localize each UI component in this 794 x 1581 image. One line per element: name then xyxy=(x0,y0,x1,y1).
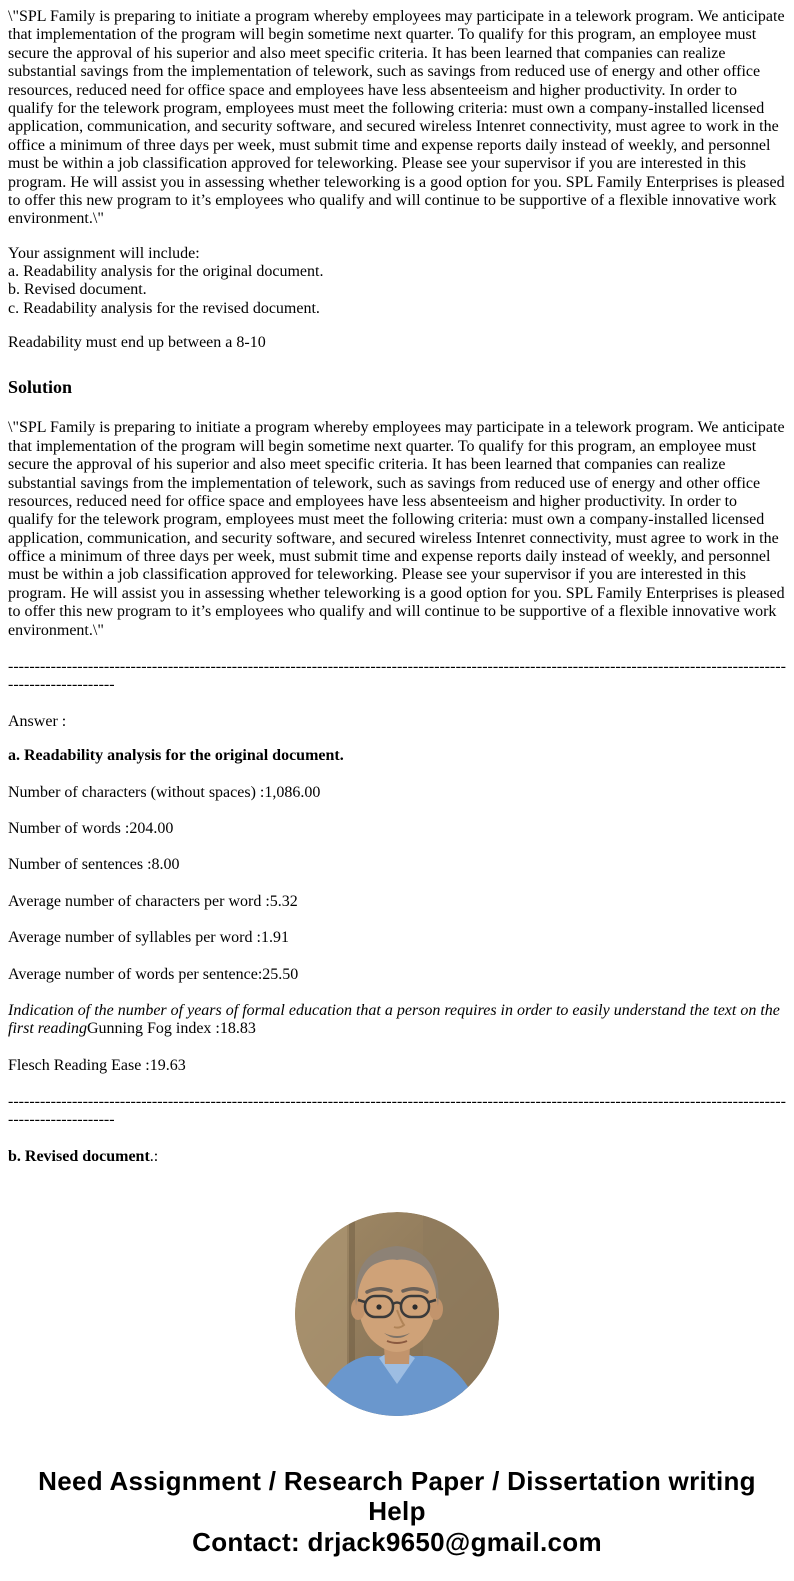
section-b-heading-tail: .: xyxy=(149,1147,159,1165)
assignment-item-a: a. Readability analysis for the original document. xyxy=(8,263,324,281)
stat-value: 5.32 xyxy=(269,892,298,910)
stat-label: Average number of characters per word : xyxy=(8,892,270,910)
section-a-heading: a. Readability analysis for the original document. xyxy=(8,747,344,765)
readability-note: Readability must end up between a 8-10 xyxy=(8,334,266,352)
assignment-list xyxy=(8,245,786,319)
stat-row-words xyxy=(8,820,786,838)
person-photo xyxy=(295,1212,499,1416)
stat-label: Number of sentences : xyxy=(8,856,152,874)
assignment-item-b: b. Revised document. xyxy=(8,281,147,299)
problem-statement: \"SPL Family is preparing to initiate a program whereby employees may participate in a telework program. We anticipate that implementation of the program will begin sometime next quarter. To qualify for this program, an employee must secure the approval of his superior and also meet specific criteria. It has been learned that companies can realize substantial savings from the implementation of telework, such as savings from reduced use of energy and other office resources, reduced need for office space and employees have less absenteeism and higher productivity. In order to qualify for the telework program, employees must meet the following criteria: must own a company-installed licensed application, communication, and security software, and secured wireless Intenret connectivity, must agree to work in the office a minimum of three days per week, must submit time and expense reports daily instead of weekly, and personnel must be within a job classification approved for teleworking. Please see your supervisor if you are interested in this program. He will assist you in assessing whether teleworking is a good option for you. SPL Family Enterprises is pleased to offer this new program to it’s employees who qualify and will continue to be supportive of a flexible innovative work environment.\" xyxy=(8,8,785,228)
flesch-value: 19.63 xyxy=(149,1056,186,1074)
flesch-row xyxy=(8,1057,786,1075)
gunning-fog-description: Indication of the number of years of formal education that a person requires in order to easily understand the text on the first reading xyxy=(8,1001,780,1038)
solution-paragraph: \"SPL Family is preparing to initiate a program whereby employees may participate in a telework program. We anticipate that implementation of the program will begin sometime next quarter. To qualify for this program, an employee must secure the approval of his superior and also meet specific criteria. It has been learned that companies can realize substantial savings from the implementation of telework, such as savings from reduced use of energy and other office resources, reduced need for office space and employees have less absenteeism and higher productivity. In order to qualify for the telework program, employees must meet the following criteria: must own a company-installed licensed application, communication, and security software, and secured wireless Intenret connectivity, must agree to work in the office a minimum of three days per week, must submit time and expense reports daily instead of weekly, and personnel must be within a job classification approved for teleworking. Please see your supervisor if you are interested in this program. He will assist you in assessing whether teleworking is a good option for you. SPL Family Enterprises is pleased to offer this new program to it’s employees who qualify and will continue to be supportive of a flexible innovative work environment.\" xyxy=(8,419,785,639)
footer-banner xyxy=(25,1466,769,1556)
stat-label: Average number of words per sentence: xyxy=(8,965,263,983)
stat-row-words-per-sentence xyxy=(8,966,786,984)
footer-help-text: Need Assignment / Research Paper / Dissertation writing Help xyxy=(38,1466,756,1527)
divider-line: ---------------------------------------------------------------------------------------------------------------------------------------------------------------------- xyxy=(8,1093,786,1129)
document-page xyxy=(8,8,786,1557)
solution-heading: Solution xyxy=(8,376,73,397)
stat-value: 1,086.00 xyxy=(264,783,321,801)
section-b-heading xyxy=(8,1148,786,1166)
assignment-item-c: c. Readability analysis for the revised document. xyxy=(8,299,320,317)
assignment-intro: Your assignment will include: xyxy=(8,244,200,262)
stat-row-sentences xyxy=(8,856,786,874)
person-photo-illustration xyxy=(295,1212,499,1416)
footer-contact-email: Contact: drjack9650@gmail.com xyxy=(192,1526,602,1557)
stat-label: Number of characters (without spaces) : xyxy=(8,783,265,801)
section-b-heading-bold: b. Revised document xyxy=(8,1147,150,1165)
answer-label: Answer : xyxy=(8,712,67,730)
stat-row-syllables-per-word xyxy=(8,929,786,947)
stat-value: 8.00 xyxy=(151,856,180,874)
stat-row-characters xyxy=(8,784,786,802)
stat-value: 1.91 xyxy=(260,929,289,947)
stat-value: 204.00 xyxy=(129,819,174,837)
gunning-fog-value: 18.83 xyxy=(219,1020,256,1038)
stat-row-chars-per-word xyxy=(8,893,786,911)
divider-line: ---------------------------------------------------------------------------------------------------------------------------------------------------------------------- xyxy=(8,658,786,694)
gunning-fog-label: Gunning Fog index : xyxy=(86,1020,220,1038)
gunning-fog-row xyxy=(8,1002,786,1039)
flesch-label: Flesch Reading Ease : xyxy=(8,1056,150,1074)
stat-label: Number of words : xyxy=(8,819,130,837)
stat-value: 25.50 xyxy=(262,965,299,983)
stat-label: Average number of syllables per word : xyxy=(8,929,261,947)
